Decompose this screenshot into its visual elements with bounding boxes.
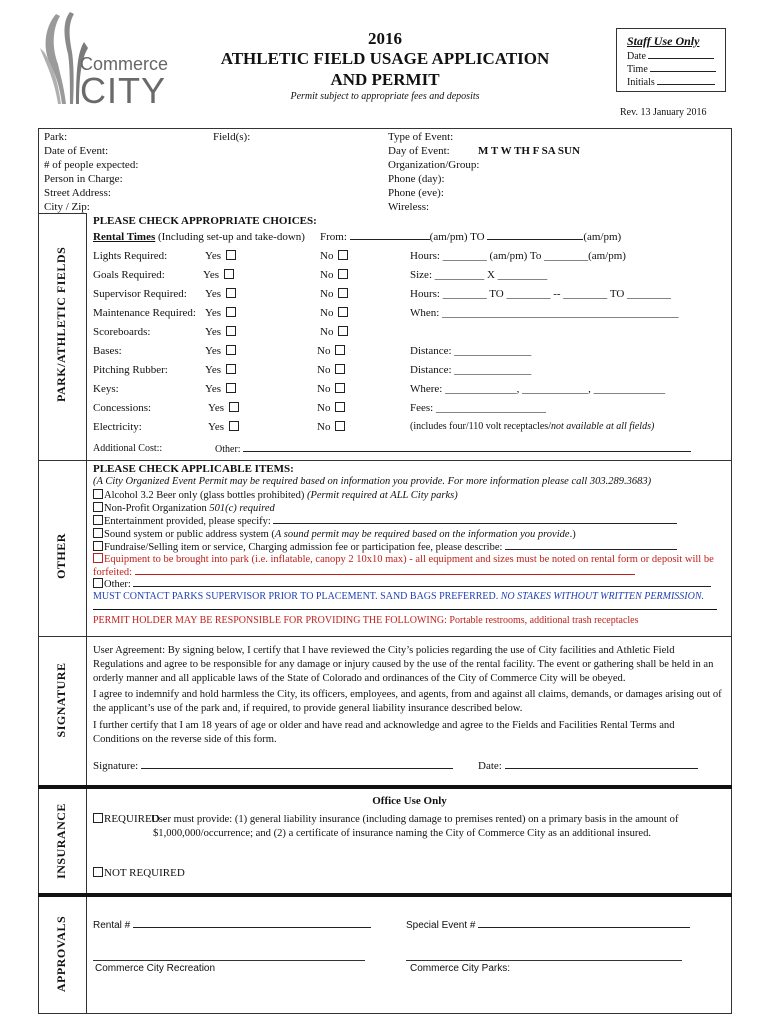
form-title-line2: AND PERMIT [330, 70, 440, 89]
organization-field[interactable]: Organization/Group: [388, 159, 480, 171]
revision-date: Rev. 13 January 2016 [620, 107, 707, 118]
rental-ampm: (am/pm) [583, 231, 622, 243]
concessions-yes-checkbox[interactable]: Yes [208, 402, 239, 415]
bases-detail[interactable]: Distance: ______________ [410, 345, 532, 357]
entertainment-checkbox[interactable] [93, 515, 677, 528]
goals-no-checkbox[interactable]: No [320, 269, 348, 282]
rental-times-label: Rental Times [93, 231, 156, 243]
phone-day-field[interactable]: Phone (day): [388, 173, 445, 185]
certify-paragraph: I further certify that I am 18 years of age or older and have read and acknowledge and agree to the Fields and Facilities Rental Terms and Conditions on the reverse side of this form. [93, 720, 675, 745]
day-of-event-label: Day of Event: [388, 145, 450, 157]
park-athletic-fields-side-label: PARK/ATHLETIC FIELDS [54, 246, 68, 402]
entertainment-text: Entertainment provided, please specify: [104, 516, 271, 527]
supervisor-yes-checkbox[interactable]: Yes [205, 288, 236, 301]
rental-from-label: From: [320, 231, 347, 243]
additional-other-label: Other: [215, 444, 241, 455]
parks-signature-line[interactable] [406, 960, 682, 961]
bases-yes-checkbox[interactable]: Yes [205, 345, 236, 358]
rental-times-note: (Including set-up and take-down) [155, 231, 305, 243]
maintenance-detail[interactable]: When: ___________________________________________ [410, 307, 679, 319]
additional-other-field[interactable] [215, 443, 691, 456]
supervisor-detail[interactable]: Hours: ________ TO ________ -- ________ TO ________ [410, 288, 672, 300]
signature-field[interactable] [93, 760, 453, 773]
insurance-not-required-label: NOT REQUIRED [104, 867, 185, 879]
scoreboards-no-checkbox[interactable]: No [320, 326, 348, 339]
staff-initials-field[interactable] [627, 76, 715, 89]
insurance-side-label: INSURANCE [54, 803, 68, 879]
date-of-event-field[interactable]: Date of Event: [44, 145, 109, 157]
nonprofit-italic: 501(c) required [209, 503, 275, 514]
supervisor-no-checkbox[interactable]: No [320, 288, 348, 301]
people-expected-field[interactable]: # of people expected: [44, 159, 139, 171]
signature-date-label: Date: [478, 760, 502, 772]
staff-use-box [616, 28, 726, 92]
keys-label: Keys: [93, 383, 119, 395]
nonprofit-text: Non-Profit Organization [104, 503, 210, 514]
other-heading: PLEASE CHECK APPLICABLE ITEMS: [93, 463, 294, 475]
concessions-no-checkbox[interactable]: No [317, 402, 345, 415]
special-event-label: Special Event # [406, 920, 476, 931]
alcohol-checkbox[interactable] [93, 489, 458, 502]
staff-time-label: Time [627, 64, 648, 75]
contact-italic: NO STAKES WITHOUT WRITTEN PERMISSION. [500, 591, 704, 602]
parks-label: Commerce City Parks: [410, 963, 511, 974]
staff-date-label: Date [627, 51, 646, 62]
lights-yes-checkbox[interactable]: Yes [205, 250, 236, 263]
sound-text: Sound system or public address system ( [104, 529, 275, 540]
form-title-line1: ATHLETIC FIELD USAGE APPLICATION [220, 49, 550, 68]
type-of-event-field[interactable]: Type of Event: [388, 131, 454, 143]
bases-no-checkbox[interactable]: No [317, 345, 345, 358]
maintenance-yes-checkbox[interactable]: Yes [205, 307, 236, 320]
electricity-detail [410, 421, 654, 433]
signature-date-field[interactable] [478, 760, 698, 773]
phone-eve-field[interactable]: Phone (eve): [388, 187, 444, 199]
logo-city-text: CITY [80, 70, 167, 111]
form-subtitle: Permit subject to appropriate fees and deposits [290, 91, 480, 102]
nonprofit-checkbox[interactable] [93, 502, 275, 515]
rental-ampm-to: (am/pm) TO [429, 231, 485, 243]
lights-detail[interactable]: Hours: ________ (am/pm) To ________(am/pm) [410, 250, 626, 262]
approvals-side-label: APPROVALS [54, 915, 68, 993]
lights-no-checkbox[interactable]: No [320, 250, 348, 263]
wireless-field[interactable]: Wireless: [388, 201, 430, 213]
contact-text: MUST CONTACT PARKS SUPERVISOR PRIOR TO PLACEMENT. SAND BAGS PREFERRED. [93, 591, 501, 602]
equipment-checkbox[interactable] [93, 553, 723, 579]
special-event-number-field[interactable] [406, 919, 690, 932]
notice-divider [93, 609, 717, 610]
goals-label: Goals Required: [93, 269, 165, 281]
divider-signature [38, 785, 732, 789]
divider-insurance [38, 893, 732, 897]
form-year: 2016 [368, 29, 402, 48]
alcohol-italic: (Permit required at ALL City parks) [306, 490, 458, 501]
day-of-week-options[interactable]: M T W TH F SA SUN [478, 145, 580, 157]
rental-number-label: Rental # [93, 920, 131, 931]
supervisor-label: Supervisor Required: [93, 288, 187, 300]
other-items-text: Other: [104, 579, 131, 590]
park-field[interactable]: Park: [44, 131, 68, 143]
electricity-detail-italic: not available at all fields) [550, 421, 655, 432]
sound-end: .) [569, 529, 576, 540]
recreation-signature-line[interactable] [93, 960, 365, 961]
staff-use-title: Staff Use Only [627, 34, 700, 48]
insurance-required-label: REQUIRED - [104, 813, 167, 825]
rental-from-field[interactable] [320, 231, 621, 244]
sound-system-checkbox[interactable] [93, 528, 576, 541]
signature-side-label: SIGNATURE [54, 662, 68, 738]
keys-detail[interactable]: Where: _____________, ____________, _____________ [410, 383, 666, 395]
permit-holder-notice: PERMIT HOLDER MAY BE RESPONSIBLE FOR PROVIDING THE FOLLOWING: Portable restrooms, additional trash receptacles [93, 615, 639, 626]
electricity-no-checkbox[interactable]: No [317, 421, 345, 434]
street-address-field[interactable]: Street Address: [44, 187, 111, 199]
divider-park [38, 460, 732, 461]
fundraise-text: Fundraise/Selling item or service, Charging admission fee or participation fee, please describe: [104, 542, 503, 553]
goals-yes-checkbox[interactable]: Yes [203, 269, 234, 282]
person-in-charge-field[interactable]: Person in Charge: [44, 173, 123, 185]
recreation-label: Commerce City Recreation [95, 963, 216, 974]
fields-field[interactable]: Field(s): [213, 131, 251, 143]
goals-detail[interactable]: Size: _________ X _________ [410, 269, 548, 281]
pitching-rubber-label: Pitching Rubber: [93, 364, 168, 376]
park-heading: PLEASE CHECK APPROPRIATE CHOICES: [93, 215, 317, 227]
lights-label: Lights Required: [93, 250, 168, 262]
concessions-detail[interactable]: Fees: ____________________ [410, 402, 546, 414]
staff-date-field[interactable] [627, 50, 714, 63]
divider-other [38, 636, 732, 637]
staff-initials-label: Initials [627, 77, 655, 88]
staff-time-field[interactable] [627, 63, 716, 76]
other-items-checkbox[interactable] [93, 578, 711, 591]
electricity-label: Electricity: [93, 421, 142, 433]
keys-yes-checkbox[interactable]: Yes [205, 383, 236, 396]
other-side-label: OTHER [54, 533, 68, 579]
maintenance-no-checkbox[interactable]: No [320, 307, 348, 320]
electricity-yes-checkbox[interactable]: Yes [208, 421, 239, 434]
insurance-required-text: User must provide: (1) general liability insurance (including damage to premises rented) on a primary basis in the amount of $1,000,000/occurrence; and (2) a certificate of insurance naming the City of Commerce City as an additional insured. [151, 814, 679, 839]
logo-commerce-text: Commerce [80, 54, 169, 74]
electricity-detail-text: (includes four/110 volt receptacles/ [410, 421, 551, 432]
other-note: (A City Organized Event Permit may be required based on information you provide. For more information please call 303.289.3683) [93, 476, 652, 487]
insurance-not-required-checkbox[interactable] [93, 867, 185, 880]
pitching-rubber-yes-checkbox[interactable]: Yes [205, 364, 236, 377]
contact-supervisor-notice [93, 591, 704, 603]
pitching-rubber-no-checkbox[interactable]: No [317, 364, 345, 377]
additional-cost-label: Additional Cost:: [93, 443, 163, 454]
office-use-only-heading: Office Use Only [372, 795, 447, 807]
city-zip-field[interactable]: City / Zip: [44, 201, 90, 213]
alcohol-text: Alcohol 3.2 Beer only (glass bottles prohibited) [104, 490, 307, 501]
user-agreement-paragraph: User Agreement: By signing below, I certify that I have reviewed the City’s policies regarding the use of City facilities and Athletic Field Regulations and agree to be responsible for any damage or injury caused by the use of the rental facility. The event or gathering shall be held in an orderly manner and all applicable laws of the State of Colorado and ordinances of the City of Commerce City will be obeyed. [93, 645, 714, 684]
scoreboards-label: Scoreboards: [93, 326, 151, 338]
signature-label: Signature: [93, 760, 139, 772]
sound-italic: A sound permit may be required based on the information you provide [274, 529, 570, 540]
concessions-label: Concessions: [93, 402, 152, 414]
rental-number-field[interactable] [93, 919, 371, 932]
scoreboards-yes-checkbox[interactable]: Yes [205, 326, 236, 339]
rental-times-row [93, 231, 305, 244]
pitching-rubber-detail[interactable]: Distance: ______________ [410, 364, 532, 376]
bases-label: Bases: [93, 345, 122, 357]
equipment-text: Equipment to be brought into park (i.e. inflatable, canopy 2 10x10 max) - all equipment and sizes must be noted on rental form or deposit will be forfeited: [93, 554, 714, 578]
keys-no-checkbox[interactable]: No [317, 383, 345, 396]
indemnify-paragraph: I agree to indemnify and hold harmless the City, its officers, employees, and agents, from and against all claims, demands, or damages arising out of the applicant’s use of the park and, if required, to provide general liability insurance described below. [93, 689, 722, 714]
maintenance-label: Maintenance Required: [93, 307, 196, 319]
